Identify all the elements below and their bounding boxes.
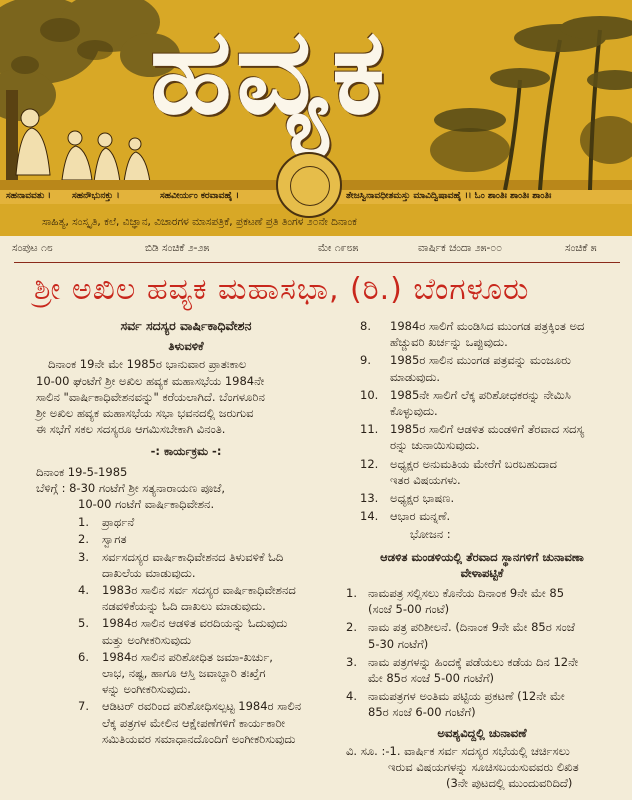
numbered-item	[346, 688, 618, 720]
note-line: ವಿ. ಸೂ. :-1. ವಾರ್ಷಿಕ ಸರ್ವ ಸದಸ್ಯರ ಸಭೆಯಲ್ಲಿ ಚರ್ಚಿಸಲು	[346, 743, 570, 758]
election-title: ಆಡಳಿತ ಮಂಡಳಿಯಲ್ಲಿ ತೆರವಾದ ಸ್ಥಾನಗಳಿಗೆ ಚುನಾವಣಾ	[380, 549, 584, 564]
item-number: 12.	[360, 456, 379, 471]
item-number: 11.	[360, 422, 379, 437]
motto-2: ಸಹನೌಭುನಕ್ತು ।	[72, 191, 120, 201]
item-line: ದಾಖಲೆಯ ಮಾಡುವುದು.	[102, 565, 196, 580]
item-line: ಪ್ರಾರ್ಥನೆ	[102, 515, 135, 530]
item-line: 1985ನೇ ಸಾಲಿಗೆ ಲೆಕ್ಕ ಪರಿಶೋಧಕರನ್ನು ನೇಮಿಸಿ	[390, 387, 571, 402]
numbered-item	[346, 318, 618, 350]
item-text	[390, 352, 618, 384]
item-number: 1.	[78, 515, 89, 530]
item-line: ಕೊಳ್ಳುವುದು.	[390, 404, 438, 419]
item-number: 13.	[360, 491, 379, 506]
notice-line: ಸಾಲಿನ "ವಾರ್ಷಿಕಾಧಿವೇಶನವನ್ನು" ಕರೆಯಲಾಗಿದೆ. ಬೆಂಗಳೂರಿನ	[36, 389, 265, 404]
left-column	[36, 318, 336, 748]
item-text	[102, 531, 336, 547]
item-line: ಮೇ 85ರ ಸಂಜೆ 5-00 ಗಂಟೆಗೆ)	[368, 671, 495, 686]
item-line: 1985ರ ಸಾಲಿಗೆ ಆಡಳಿತ ಮಂಡಳಿಗೆ ತೆರವಾದ ಸದಸ್ಯ	[390, 422, 585, 437]
item-number: 2.	[346, 620, 357, 635]
item-line: ಸರ್ವಸದಸ್ಯರ ವಾರ್ಷಿಕಾಧಿವೇಶನದ ತಿಳುವಳಿಕೆ ಓದಿ	[102, 549, 284, 564]
numbered-item	[36, 549, 336, 581]
item-text	[368, 688, 618, 720]
emblem-sun-icon	[290, 166, 330, 206]
item-line: ಹೆಚ್ಚುವರಿ ಖರ್ಚನ್ನು ಒಪ್ಪುವುದು.	[390, 335, 508, 350]
election-schedule-title: ವೇಳಾಪಟ್ಟಿಕೆ	[460, 565, 504, 580]
item-line: ರನ್ನು ಚುನಾಯಿಸುವುದು.	[390, 438, 480, 453]
lunch-label: ಭೋಜನ :	[410, 527, 451, 542]
item-line: 1984ರ ಸಾಲಿನ ಪರಿಶೋಧಿತ ಜಮಾ-ಖರ್ಚು,	[102, 649, 273, 664]
numbered-item	[346, 387, 618, 419]
notice-line: ದಿನಾಂಕ 19ನೇ ಮೇ 1985ರ ಭಾನುವಾರ ಪ್ರಾತಃಕಾಲ	[48, 357, 247, 372]
numbered-item	[346, 619, 618, 651]
item-line: ಅಧ್ಯಕ್ಷರ ಅನುಮತಿಯ ಮೇರೆಗೆ ಬರಬಹುದಾದ	[390, 456, 557, 471]
item-text	[102, 514, 336, 530]
item-line: ಸ್ವಾಗತ	[102, 532, 127, 547]
item-line: ನಾಮಪತ್ರ ಸಲ್ಲಿಸಲು ಕೊನೆಯ ದಿನಾಂಕ 9ನೇ ಮೇ 85	[368, 586, 565, 601]
item-line: 85ರ ಸಂಜೆ 6-00 ಗಂಟೆಗೆ)	[368, 705, 476, 720]
item-line: 5-30 ಗಂಟೆಗೆ)	[368, 636, 429, 651]
numbered-item	[36, 698, 336, 747]
election-schedule	[346, 585, 618, 721]
notice-line: ಈ ಸಭೆಗೆ ಸಕಲ ಸದಸ್ಯರೂ ಆಗಮಿಸಬೇಕಾಗಿ ವಿನಂತಿ.	[36, 422, 226, 437]
annual-subscription: ವಾರ್ಷಿಕ ಚಂದಾ ೨೫-೦೦	[418, 242, 503, 254]
item-line: 1984ರ ಸಾಲಿಗೆ ಮಂಡಿಸಿದ ಮುಂಗಡ ಪತ್ರಕ್ಕಿಂತ ಅದ	[390, 319, 585, 333]
item-text	[368, 619, 618, 651]
note-line: ಇರುವ ವಿಷಯಗಳನ್ನು ಸೂಚಿಸಬಯಸುವವರು ಲಿಖಿತ	[388, 760, 579, 775]
issue-info-bar	[0, 242, 632, 258]
item-text	[390, 456, 618, 488]
item-text	[390, 490, 618, 506]
item-line: 1985ರ ಸಾಲಿನ ಮುಂಗಡ ಪತ್ರವನ್ನು ಮಂಜೂರು	[390, 353, 571, 368]
item-number: 1.	[346, 586, 357, 601]
program-ten: 10-00 ಗಂಟೆಗೆ ವಾರ್ಷಿಕಾಧಿವೇಶನ.	[78, 497, 215, 512]
item-text	[102, 615, 336, 647]
item-text	[368, 585, 618, 617]
item-line: ಮಾಡುವುದು.	[390, 369, 441, 384]
notice-title: ತಿಳುವಳಿಕೆ	[168, 339, 204, 354]
item-text	[390, 387, 618, 419]
item-text	[390, 421, 618, 453]
item-text	[102, 549, 336, 581]
numbered-item	[36, 649, 336, 698]
program-date: ದಿನಾಂಕ 19-5-1985	[36, 464, 128, 479]
item-number: 3.	[346, 654, 357, 669]
program-morning: ಬೆಳಿಗ್ಗೆ : 8-30 ಗಂಟೆಗೆ ಶ್ರೀ ಸತ್ಯನಾರಾಯಣ ಪೂಜೆ,	[36, 480, 226, 495]
issue-month: ಮೇ ೧೯೮೫	[318, 242, 359, 254]
masthead-subtitle: ಸಾಹಿತ್ಯ, ಸಂಸ್ಕೃತಿ, ಕಲೆ, ವಿಜ್ಞಾನ, ವಿಚಾರಗಳ ಮಾಸಪತ್ರಿಕೆ, ಪ್ರಕಟಣೆ ಪ್ರತಿ ತಿಂಗಳ ೨೦ನೇ ದಿನಾಂಕ	[42, 216, 357, 228]
item-number: 3.	[78, 549, 89, 564]
item-number: 8.	[360, 319, 371, 333]
notice-line: 10-00 ಘಂಟೆಗೆ ಶ್ರೀ ಅಖಿಲ ಹವ್ಯಕ ಮಹಾಸಭೆಯ 1984ನೇ	[36, 373, 265, 388]
numbered-item	[36, 531, 336, 547]
item-text	[390, 318, 618, 350]
item-line: ನಡವಳಿಕೆಯನ್ನು ಓದಿ ದಾಖಲು ಮಾಡುವುದು.	[102, 599, 266, 614]
item-line: 1984ರ ಸಾಲಿನ ಆಡಳಿತ ವರದಿಯನ್ನು ಓದುವುದು	[102, 616, 288, 631]
emblem-seal	[276, 152, 342, 218]
item-line: ಲೆಕ್ಕ ಪತ್ರಗಳ ಮೇಲಿನ ಆಕ್ಷೇಪಣೆಗಳಿಗೆ ಕಾರ್ಯಕಾರೀ	[102, 715, 286, 730]
volume-label: ಸಂಪುಟ ೧೮	[12, 242, 53, 254]
single-copy-price: ಬಿಡಿ ಸಂಚಿಕೆ ೨-೨೫	[145, 242, 210, 254]
notice-line: ಶ್ರೀ ಅಖಿಲ ಹವ್ಯಕ ಮಹಾಸಭೆಯ ಸಭಾ ಭವನದಲ್ಲಿ ಜರುಗುವ	[36, 406, 254, 421]
item-number: 6.	[78, 649, 89, 664]
item-number: 4.	[78, 583, 89, 598]
item-line: ಸಮಿತಿಯವರ ಸಮಾಧಾನದೊಂದಿಗೆ ಅಂಗೀಕರಿಸುವುದು	[102, 731, 296, 746]
masthead	[0, 0, 632, 236]
numbered-item	[36, 582, 336, 614]
motto-3: ಸಹವೀರ್ಯಂ ಕರವಾವಹೈ ।	[160, 191, 240, 201]
numbered-item	[346, 508, 618, 524]
item-line: (ಸಂಜೆ 5-00 ಗಂಟೆ)	[368, 602, 450, 617]
item-number: 7.	[78, 699, 89, 714]
item-text	[390, 508, 618, 524]
item-number: 4.	[346, 689, 357, 704]
item-line: ಆಡಿಟರ್ ರವರಿಂದ ಪರಿಶೋಧಿಸಲ್ಪಟ್ಟ 1984ರ ಸಾಲಿನ	[102, 699, 302, 714]
item-text	[102, 582, 336, 614]
note-line: (3ನೇ ಪುಟದಲ್ಲಿ ಮುಂದುವರಿದಿದೆ)	[446, 776, 573, 791]
item-line: ಲಾಭ, ನಷ್ಟ, ಹಾಗೂ ಆಸ್ತಿ ಜವಾಬ್ದಾರಿ ತಃಖ್ತೆಗ	[102, 666, 266, 681]
item-line: ಅಧ್ಯಕ್ಷರ ಭಾಷಣ.	[390, 491, 455, 506]
item-line: ಮತ್ತು ಅಂಗೀಕರಿಸುವುದು	[102, 632, 192, 647]
motto-1: ಸಹನಾವವತು ।	[6, 191, 51, 201]
item-line: ನಾಮ ಪತ್ರಗಳನ್ನು ಹಿಂದಕ್ಕೆ ಪಡೆಯಲು ಕಡೆಯ ದಿನ 12ನೇ	[368, 654, 579, 669]
masthead-title: ಹವ್ಯಕ	[150, 2, 389, 140]
numbered-item	[346, 490, 618, 506]
election-if-needed: ಅವಶ್ಯವಿದ್ದಲ್ಲಿ ಚುನಾವಣೆ	[437, 725, 527, 740]
item-text	[102, 649, 336, 698]
motto-4: ತೇಜಸ್ವಿನಾವಧೀತಮಸ್ತು ಮಾವಿದ್ವಿಷಾವಹೈ ।। ಓಂ ಶಾಂತಿಃ ಶಾಂತಿಃ ಶಾಂತಿಃ	[346, 191, 552, 201]
organisation-heading: ಶ್ರೀ ಅಖಿಲ ಹವ್ಯಕ ಮಹಾಸಭಾ, (ರಿ.) ಬೆಂಗಳೂರು	[34, 272, 530, 307]
divider-rule	[14, 262, 620, 263]
item-number: 2.	[78, 532, 89, 547]
program-items-continued	[346, 318, 618, 524]
item-number: 10.	[360, 387, 379, 402]
numbered-item	[36, 615, 336, 647]
item-line: ಇತರ ವಿಷಯಗಳು.	[390, 472, 461, 487]
program-items	[36, 514, 336, 747]
numbered-item	[346, 654, 618, 686]
item-line: ಳನ್ನು ಅಂಗೀಕರಿಸುವುದು.	[102, 682, 191, 697]
program-title: -: ಕಾರ್ಯಕ್ರಮ -:	[150, 444, 222, 459]
numbered-item	[346, 421, 618, 453]
item-text	[102, 698, 336, 747]
item-text	[368, 654, 618, 686]
meeting-title: ಸರ್ವ ಸದಸ್ಯರ ವಾರ್ಷಿಕಾಧಿವೇಶನ	[120, 318, 252, 333]
right-column	[346, 318, 618, 791]
numbered-item	[346, 456, 618, 488]
item-line: ನಾಮ ಪತ್ರ ಪರಿಶೀಲನೆ. (ದಿನಾಂಕ 9ನೇ ಮೇ 85ರ ಸಂಜೆ	[368, 620, 575, 635]
item-number: 5.	[78, 616, 89, 631]
item-line: ನಾಮಪತ್ರಗಳ ಅಂತಿಮ ಪಟ್ಟಿಯ ಪ್ರಕಟಣೆ (12ನೇ ಮೇ	[368, 689, 565, 704]
item-number: 9.	[360, 353, 371, 368]
numbered-item	[346, 585, 618, 617]
item-line: ಆಭಾರ ಮನ್ನಣೆ.	[390, 509, 451, 524]
item-number: 14.	[360, 509, 379, 524]
item-line: 1983ರ ಸಾಲಿನ ಸರ್ವ ಸದಸ್ಯರ ವಾರ್ಷಿಕಾಧಿವೇಶನದ	[102, 583, 296, 598]
numbered-item	[346, 352, 618, 384]
numbered-item	[36, 514, 336, 530]
issue-number: ಸಂಚಿಕೆ ೫	[565, 242, 597, 254]
